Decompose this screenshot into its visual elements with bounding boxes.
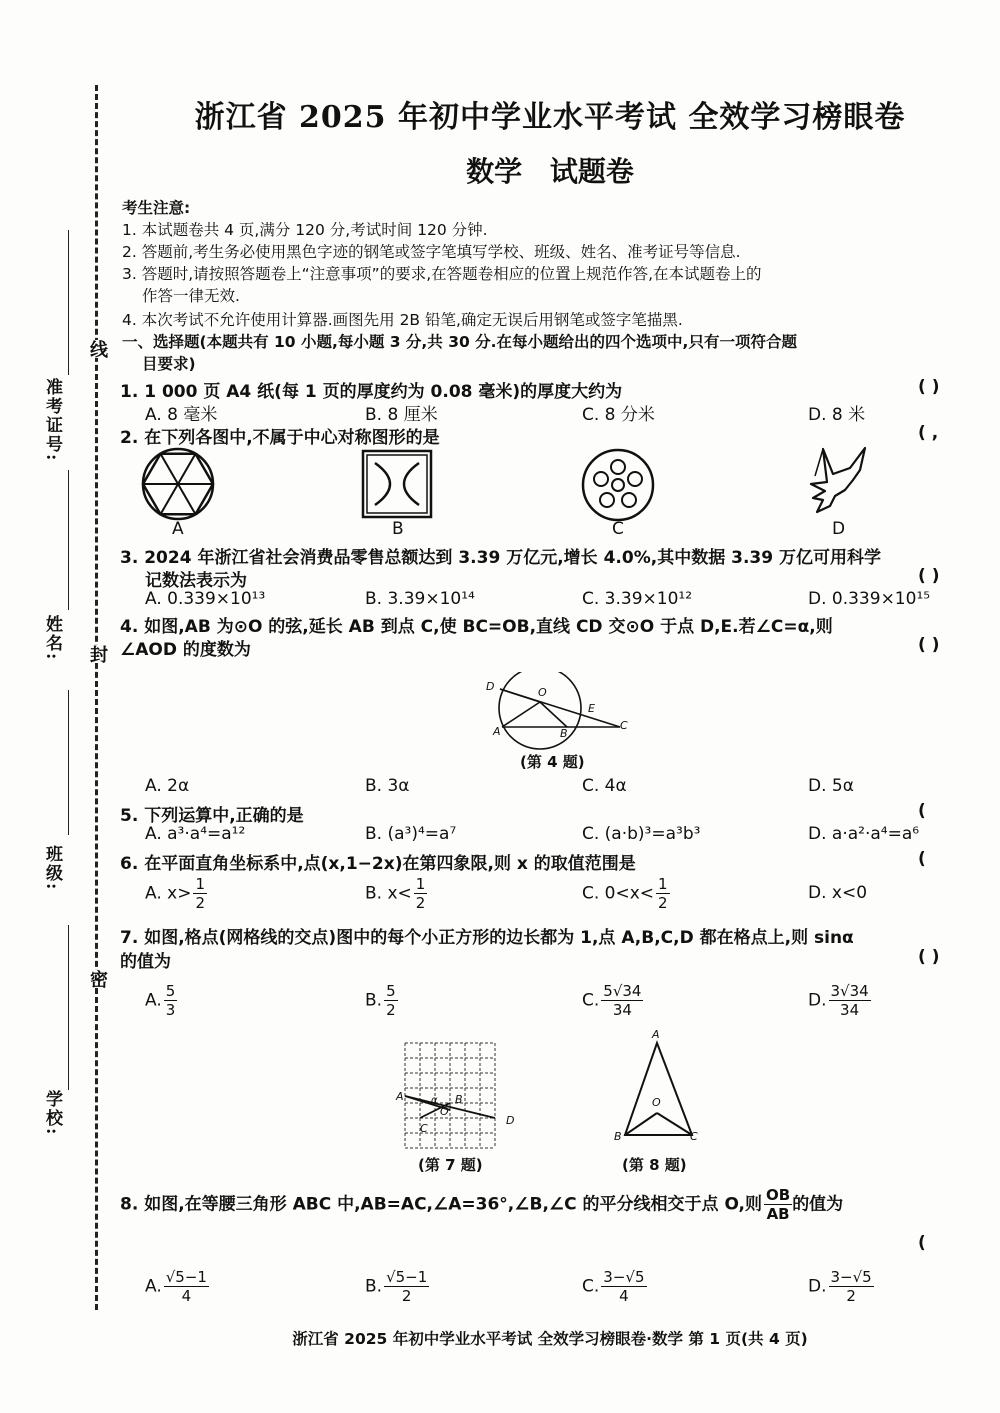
q8-option-d-fraction — [829, 1268, 874, 1305]
fraction-numerator: 5 — [165, 982, 176, 1000]
q6-option-b-prefix: B. x< — [365, 883, 412, 904]
fraction-denominator: 2 — [846, 1287, 856, 1305]
page-title: 浙江省 2025 年初中学业水平考试 全效学习榜眼卷 — [194, 100, 906, 135]
q6-option-c — [582, 875, 670, 912]
q8-option-a-fraction — [164, 1268, 209, 1305]
q7-option-d-prefix: D. — [808, 990, 827, 1011]
q2-label-a: A — [172, 519, 184, 539]
q8-option-c-fraction — [601, 1268, 646, 1305]
q7-option-d-fraction — [829, 982, 871, 1019]
q7-point-d: D — [506, 1114, 515, 1127]
q8-point-a: A — [652, 1028, 660, 1041]
q4-option-c: C. 4α — [582, 776, 627, 796]
q7-option-d — [808, 982, 871, 1019]
q8-stem-line — [120, 1186, 843, 1223]
fraction-denominator: 2 — [658, 894, 668, 912]
binding-dashed-line — [95, 85, 98, 1310]
q2-stem: 2. 在下列各图中,不属于中心对称图形的是 — [120, 428, 440, 448]
q2-label-b: B — [392, 519, 404, 539]
fraction-numerator: 1 — [658, 875, 668, 893]
q7-option-b-fraction — [384, 982, 398, 1019]
q2-answer-paren: ( , — [918, 423, 939, 443]
q7-stem: 7. 如图,格点(网格线的交点)图中的每个小正方形的边长都为 1,点 A,B,C,D 都在格点上,则 sinα — [120, 928, 854, 948]
fraction-denominator: 4 — [619, 1287, 629, 1305]
q5-answer-paren: ( — [918, 801, 926, 821]
q4-point-d: D — [486, 680, 495, 693]
q4-caption: (第 4 题) — [520, 753, 585, 771]
q7-option-c-fraction — [601, 982, 643, 1019]
q7-option-c — [582, 982, 643, 1019]
q8-option-a — [145, 1268, 209, 1305]
fraction-numerator: 1 — [415, 875, 426, 893]
q4-option-d: D. 5α — [808, 776, 854, 796]
q5-option-a: A. a³·a⁴=a¹² — [145, 824, 246, 844]
fraction-denominator: 2 — [195, 894, 205, 912]
name-label: 姓名: — [42, 615, 62, 662]
q6-answer-paren: ( — [918, 849, 926, 869]
name-rule — [68, 470, 69, 610]
section-heading: 一、选择题(本题共有 10 小题,每小题 3 分,共 30 分.在每小题给出的四个选项中,只有一项符合题 — [122, 333, 797, 351]
q6-option-c-prefix: C. 0<x< — [582, 883, 655, 904]
q8-ratio — [764, 1186, 792, 1223]
q1-answer-paren: ( ) — [918, 377, 940, 397]
notice-item: 作答一律无效. — [142, 287, 240, 305]
fraction-denominator: 2 — [415, 894, 426, 912]
q8-option-c-prefix: C. — [582, 1276, 600, 1297]
q8-option-b-prefix: B. — [365, 1276, 383, 1297]
q2-figure-a-hexagon-circle — [138, 447, 218, 521]
id-number-label: 准考证号: — [42, 378, 62, 463]
q2-label-d: D — [832, 519, 846, 539]
q3-stem: 3. 2024 年浙江省社会消费品零售总额达到 3.39 万亿元,增长 4.0%,其中数据 3.39 万亿可用科学 — [120, 548, 881, 568]
school-label: 学校: — [42, 1090, 62, 1137]
q7-angle-alpha: α — [431, 1095, 438, 1106]
q8-point-c: C — [690, 1130, 698, 1143]
q6-stem: 6. 在平面直角坐标系中,点(x,1−2x)在第四象限,则 x 的取值范围是 — [120, 854, 636, 874]
q7-caption: (第 7 题) — [418, 1156, 483, 1174]
q5-stem: 5. 下列运算中,正确的是 — [120, 806, 304, 826]
q6-option-b — [365, 875, 427, 912]
q6-option-a — [145, 875, 207, 912]
page-subtitle: 数学 试题卷 — [466, 155, 634, 188]
fraction-numerator: 1 — [195, 875, 205, 893]
q8-point-b: B — [614, 1130, 622, 1143]
school-rule — [68, 925, 69, 1090]
q7-point-b: B — [455, 1093, 463, 1106]
notice-item: 3. 答题时,请按照答题卷上“注意事项”的要求,在答题卷相应的位置上规范作答,在本试题卷上的 — [122, 265, 762, 283]
q7-option-a-prefix: A. — [145, 990, 162, 1011]
q1-option-a: A. 8 毫米 — [145, 405, 218, 425]
fraction-denominator: 2 — [401, 1287, 412, 1305]
fraction-numerator: 5√34 — [603, 982, 642, 1000]
section-heading-cont: 目要求) — [142, 355, 196, 373]
fraction-numerator: √5−1 — [165, 1268, 207, 1286]
q8-caption: (第 8 题) — [622, 1156, 687, 1174]
q4-answer-paren: ( ) — [918, 635, 940, 655]
q7-point-o: O — [440, 1105, 449, 1118]
q7-point-c: C — [420, 1122, 428, 1135]
q8-point-o: O — [652, 1096, 661, 1109]
q6-option-b-fraction — [414, 875, 428, 912]
q4-point-e: E — [588, 702, 595, 715]
q3-answer-paren: ( ) — [918, 566, 940, 586]
ratio-numerator: OB — [766, 1186, 791, 1204]
q8-stem-tail: 的值为 — [792, 1194, 844, 1215]
q1-option-c: C. 8 分米 — [582, 405, 655, 425]
q4-point-o: O — [538, 686, 547, 699]
q8-option-a-prefix: A. — [145, 1276, 162, 1297]
fraction-denominator: 2 — [386, 1001, 396, 1019]
q8-option-b — [365, 1268, 429, 1305]
q7-option-a-fraction — [164, 982, 178, 1019]
q6-option-a-prefix: A. x> — [145, 883, 192, 904]
q5-option-d: D. a·a²·a⁴=a⁶ — [808, 824, 920, 844]
q6-option-a-fraction — [193, 875, 207, 912]
q3-option-d: D. 0.339×10¹⁵ — [808, 589, 931, 609]
q4-stem-cont: ∠AOD 的度数为 — [120, 640, 251, 660]
q2-figure-c-rosette — [580, 447, 656, 523]
notice-item: 2. 答题前,考生务必使用黑色字迹的钢笔或签字笔填写学校、班级、姓名、准考证号等信息. — [122, 243, 741, 261]
q4-point-a: A — [493, 725, 501, 738]
q3-option-b: B. 3.39×10¹⁴ — [365, 589, 475, 609]
q8-stem: 8. 如图,在等腰三角形 ABC 中,AB=AC,∠A=36°,∠B,∠C 的平分线相交于点 O,则 — [120, 1194, 762, 1215]
fraction-numerator: 5 — [386, 982, 396, 1000]
q4-option-b: B. 3α — [365, 776, 410, 796]
q2-figure-b-square-arcs — [361, 449, 433, 519]
q8-figure-triangle — [612, 1038, 702, 1148]
fraction-numerator: 3√34 — [830, 982, 869, 1000]
q8-option-b-fraction — [384, 1268, 429, 1305]
q6-option-d: D. x<0 — [808, 883, 868, 903]
q4-point-c: C — [620, 719, 628, 732]
class-label: 班级: — [42, 845, 62, 892]
id-number-rule — [68, 230, 69, 375]
q1-stem: 1. 1 000 页 A4 纸(每 1 页的厚度约为 0.08 毫米)的厚度大约为 — [120, 382, 623, 402]
q4-figure-circle — [482, 672, 632, 750]
q4-stem: 4. 如图,AB 为⊙O 的弦,延长 AB 到点 C,使 BC=OB,直线 CD 交⊙O 于点 D,E.若∠C=α,则 — [120, 617, 833, 637]
class-rule — [68, 690, 69, 835]
seal-char-xian: 线 — [84, 340, 110, 358]
q7-option-a — [145, 982, 177, 1019]
q7-answer-paren: ( ) — [918, 947, 940, 967]
q3-option-c: C. 3.39×10¹² — [582, 589, 693, 609]
fraction-denominator: 3 — [165, 1001, 176, 1019]
q2-figure-d-dove — [805, 446, 871, 516]
q4-option-a: A. 2α — [145, 776, 190, 796]
q8-option-c — [582, 1268, 647, 1305]
fraction-denominator: 34 — [840, 1001, 860, 1019]
page-footer: 浙江省 2025 年初中学业水平考试 全效学习榜眼卷·数学 第 1 页(共 4 页) — [292, 1330, 808, 1348]
q6-option-c-fraction — [656, 875, 670, 912]
fraction-denominator: 4 — [181, 1287, 192, 1305]
q7-stem-cont: 的值为 — [120, 952, 171, 972]
ratio-denominator: AB — [766, 1205, 790, 1223]
q5-option-c: C. (a·b)³=a³b³ — [582, 824, 701, 844]
q1-option-b: B. 8 厘米 — [365, 405, 438, 425]
q7-option-c-prefix: C. — [582, 990, 600, 1011]
notice-item: 4. 本次考试不允许使用计算器.画图先用 2B 铅笔,确定无误后用钢笔或签字笔描黑. — [122, 311, 683, 329]
seal-char-feng: 封 — [84, 645, 110, 663]
q2-label-c: C — [612, 519, 624, 539]
notice-item: 1. 本试题卷共 4 页,满分 120 分,考试时间 120 分钟. — [122, 221, 488, 239]
q7-option-b — [365, 982, 398, 1019]
q8-option-d — [808, 1268, 874, 1305]
q7-option-b-prefix: B. — [365, 990, 383, 1011]
notice-heading: 考生注意: — [122, 199, 191, 217]
q7-point-a: A — [396, 1090, 404, 1103]
fraction-numerator: 3−√5 — [603, 1268, 645, 1286]
seal-char-mi: 密 — [84, 970, 110, 988]
q3-stem-cont: 记数法表示为 — [145, 571, 247, 591]
q4-point-b: B — [560, 727, 568, 740]
fraction-numerator: 3−√5 — [830, 1268, 872, 1286]
q1-option-d: D. 8 米 — [808, 405, 866, 425]
fraction-denominator: 34 — [612, 1001, 632, 1019]
q8-answer-paren: ( — [918, 1233, 926, 1253]
q8-option-d-prefix: D. — [808, 1276, 827, 1297]
q5-option-b: B. (a³)⁴=a⁷ — [365, 824, 457, 844]
fraction-numerator: √5−1 — [386, 1268, 428, 1286]
q3-option-a: A. 0.339×10¹³ — [145, 589, 266, 609]
